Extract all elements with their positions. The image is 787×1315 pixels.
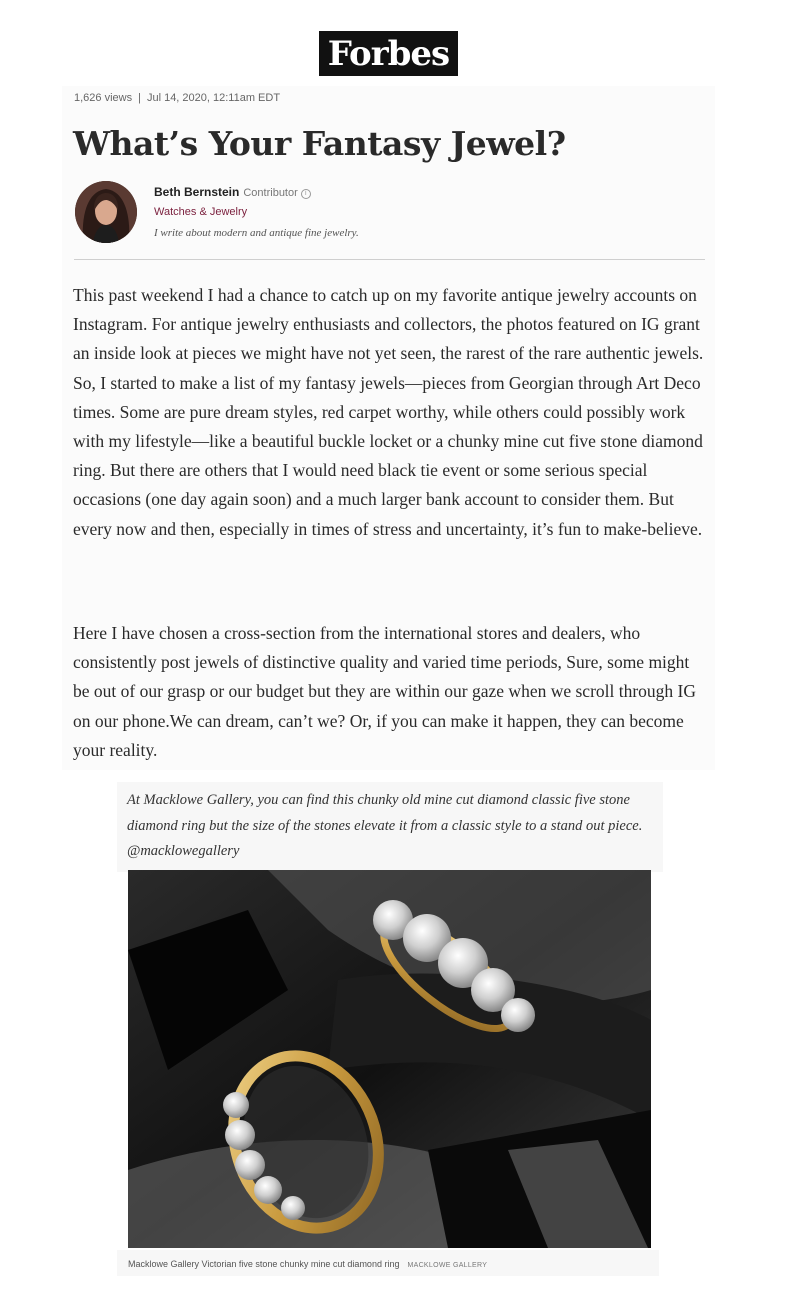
article-title: What’s Your Fantasy Jewel? [73,124,566,163]
author-avatar-image [75,181,137,243]
image-source: MACKLOWE GALLERY [407,1262,488,1269]
info-icon[interactable]: i [301,189,311,199]
image-credit-text: Macklowe Gallery Victorian five stone chunky mine cut diamond ring [128,1259,400,1269]
body-paragraph-1: This past weekend I had a chance to catch up on my favorite antique jewelry accounts on Instagram. For antique jewelry enthusiasts and collectors, the photos featured on IG grant an inside look at pieces we might have not yet seen, the rarest of the rare authentic jewels. So, I started to make a list of my fantasy jewels—pieces from Georgian through Art Deco times. Some are pure dream styles, red carpet worthy, while others could possibly work with my lifestyle—like a beautiful buckle locket or a chunky mine cut five stone diamond ring. But there are others that I would need black tie event or some serious special occasions (one day again soon) and a much larger bank account to consider them. But every now and then, especially in times of stress and uncertainty, it’s fun to make-believe. [73,285,704,539]
image-credit [128,1259,487,1269]
author-bio: I write about modern and antique fine jewelry. [154,227,359,239]
author-role: Contributor [243,187,298,199]
figure-caption: At Macklowe Gallery, you can find this chunky old mine cut diamond classic five stone diamond ring but the size of the stones elevate it from a classic style to a stand out piece. @macklowegallery [127,792,643,859]
author-avatar[interactable] [75,181,137,243]
header-divider [74,259,705,260]
article-meta [74,92,280,104]
author-byline [154,185,311,199]
forbes-logo[interactable]: Forbes [319,31,458,76]
author-name-link[interactable]: Beth Bernstein [154,185,240,199]
publish-date: Jul 14, 2020, 12:11am EDT [146,92,281,104]
meta-separator: | [138,92,141,104]
ring-photo-illustration [128,870,651,1248]
view-count: 1,626 views [74,92,133,104]
body-paragraph-2: Here I have chosen a cross-section from the international stores and dealers, who consistently post jewels of distinctive quality and varied time periods, Sure, some might be out of our grasp or our budget but they are within our gaze when we scroll through IG on our phone.We can dream, can’t we? Or, if you can make it happen, they can become your reality. [73,623,697,760]
ring-photo[interactable] [128,870,651,1248]
section-link[interactable]: Watches & Jewelry [154,206,248,218]
